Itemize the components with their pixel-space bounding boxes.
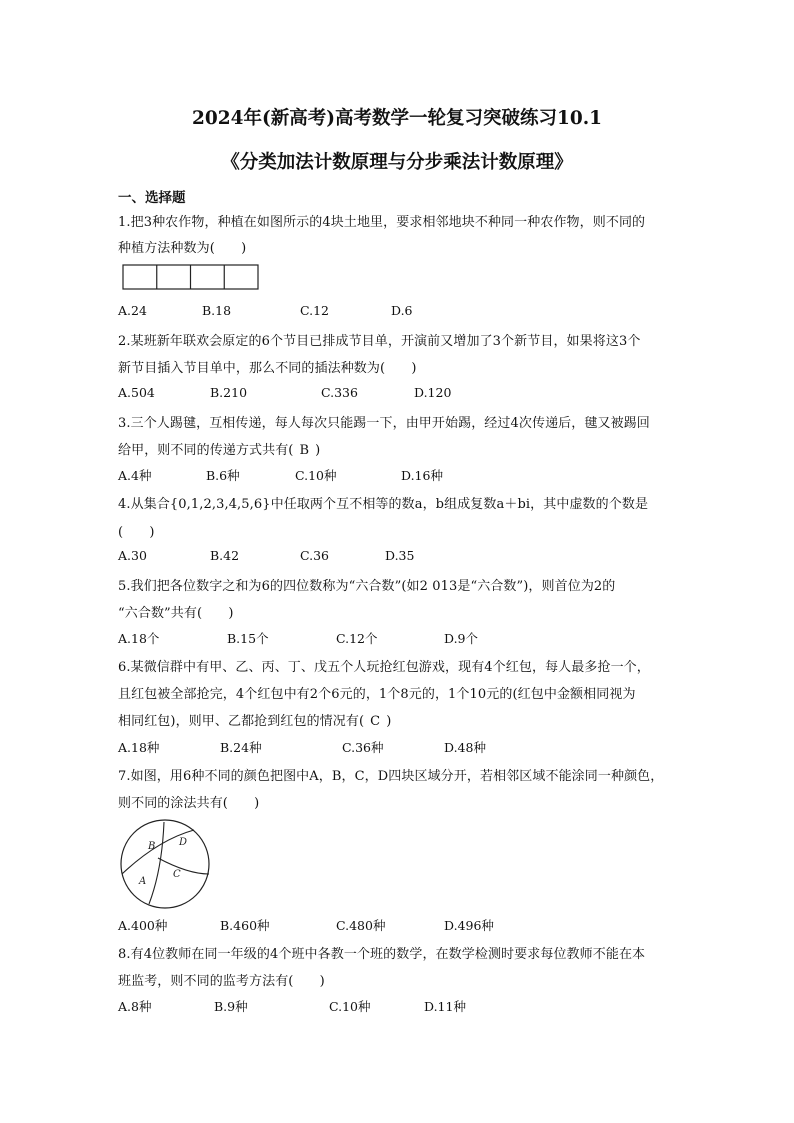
q1-option-b: B.18: [202, 303, 232, 318]
document-title: 2024年(新高考)高考数学一轮复习突破练习10.1: [191, 108, 603, 129]
q7-label-a: A: [139, 876, 147, 887]
q4-options: [118, 548, 678, 566]
document-subtitle: 《分类加法计数原理与分步乘法计数原理》: [221, 152, 573, 173]
q3-option-c: C.10种: [295, 468, 337, 483]
q1-option-c: C.12: [300, 303, 329, 318]
q4-option-d: D.35: [385, 548, 415, 563]
q1-text-line2: 种植方法种数为( ): [118, 241, 247, 256]
q2-options: [118, 385, 678, 403]
q7-label-b: B: [148, 841, 156, 852]
q5-option-d: D.9个: [444, 631, 479, 646]
q2-option-c: C.336: [321, 385, 358, 400]
q5-options: [118, 629, 678, 647]
q5-text-line1: 5.我们把各位数字之和为6的四位数称为“六合数”(如2 013是“六合数”)，则首位为2的: [118, 579, 616, 594]
q6-line3-prefix: 相同红包)，则甲、乙都抢到红包的情况有(: [118, 714, 365, 729]
q7-option-b: B.460种: [220, 918, 270, 933]
q6-options: [118, 738, 678, 756]
q2-option-b: B.210: [210, 385, 248, 400]
q4-text-line1: 4.从集合{0,1,2,3,4,5,6}中任取两个互不相等的数a，b组成复数a＋bi，其中虚数的个数是: [118, 497, 649, 512]
q5-option-b: B.15个: [227, 631, 269, 646]
q6-option-a: A.18种: [118, 740, 160, 755]
q7-text-line2: 则不同的涂法共有( ): [118, 796, 260, 811]
q6-option-c: C.36种: [342, 740, 384, 755]
q7-option-c: C.480种: [336, 918, 386, 933]
q3-option-a: A.4种: [118, 468, 152, 483]
q2-text-line2: 新节目插入节目单中，那么不同的插法种数为( ): [118, 361, 417, 376]
q4-text-line2: ( ): [118, 525, 155, 540]
q6-answer: C: [370, 714, 381, 729]
q1-options: [118, 303, 678, 321]
q6-option-d: D.48种: [444, 740, 486, 755]
q1-text-line1: 1.把3种农作物，种植在如图所示的4块土地里，要求相邻地块不种同一种农作物，则不同的: [118, 215, 646, 230]
section-heading: 一、选择题: [118, 190, 186, 206]
q6-text-line3: [118, 710, 391, 729]
q3-text-line2: [118, 439, 320, 458]
q7-options: [118, 916, 678, 934]
q3-line2-suffix: ): [315, 443, 321, 458]
q5-text-line2: “六合数”共有( ): [118, 606, 234, 621]
q8-options: [118, 997, 678, 1015]
q4-option-b: B.42: [210, 548, 240, 563]
q8-option-b: B.9种: [214, 999, 248, 1014]
q8-option-d: D.11种: [424, 999, 466, 1014]
q3-answer: B: [299, 443, 310, 458]
q3-option-d: D.16种: [401, 468, 443, 483]
q8-option-a: A.8种: [118, 999, 152, 1014]
q7-label-c: C: [173, 869, 181, 880]
q4-option-c: C.36: [300, 548, 329, 563]
q6-line3-suffix: ): [386, 714, 392, 729]
q3-option-b: B.6种: [206, 468, 240, 483]
q5-option-c: C.12个: [336, 631, 378, 646]
q3-text-line1: 3.三个人踢毽，互相传递，每人每次只能踢一下，由甲开始踢，经过4次传递后，毽又被踢回: [118, 416, 650, 431]
q8-text-line1: 8.有4位教师在同一年级的4个班中各教一个班的数学，在数学检测时要求每位教师不能在本: [118, 947, 646, 962]
q4-option-a: A.30: [118, 548, 147, 563]
q2-option-a: A.504: [118, 385, 155, 400]
q5-option-a: A.18个: [118, 631, 160, 646]
q1-option-a: A.24: [118, 303, 147, 318]
q7-label-d: D: [179, 837, 188, 848]
q7-region-circle-figure: [118, 818, 213, 910]
q1-land-plots-figure: [122, 264, 260, 291]
q3-options: [118, 466, 678, 484]
q2-text-line1: 2.某班新年联欢会原定的6个节目已排成节目单，开演前又增加了3个新节目，如果将这3个: [118, 334, 641, 349]
q8-text-line2: 班监考，则不同的监考方法有( ): [118, 974, 325, 989]
q6-text-line2: 且红包被全部抢完，4个红包中有2个6元的，1个8元的，1个10元的(红包中金额相同视为: [118, 687, 636, 702]
q7-option-a: A.400种: [118, 918, 168, 933]
q8-option-c: C.10种: [329, 999, 371, 1014]
q7-option-d: D.496种: [444, 918, 494, 933]
q3-line2-prefix: 给甲，则不同的传递方式共有(: [118, 443, 294, 458]
q1-option-d: D.6: [391, 303, 413, 318]
q6-option-b: B.24种: [220, 740, 262, 755]
q7-text-line1: 7.如图，用6种不同的颜色把图中A，B，C，D四块区域分开，若相邻区域不能涂同一种颜色，: [118, 769, 664, 784]
q2-option-d: D.120: [414, 385, 452, 400]
q6-text-line1: 6.某微信群中有甲、乙、丙、丁、戊五个人玩抢红包游戏，现有4个红包，每人最多抢一个，: [118, 660, 650, 675]
